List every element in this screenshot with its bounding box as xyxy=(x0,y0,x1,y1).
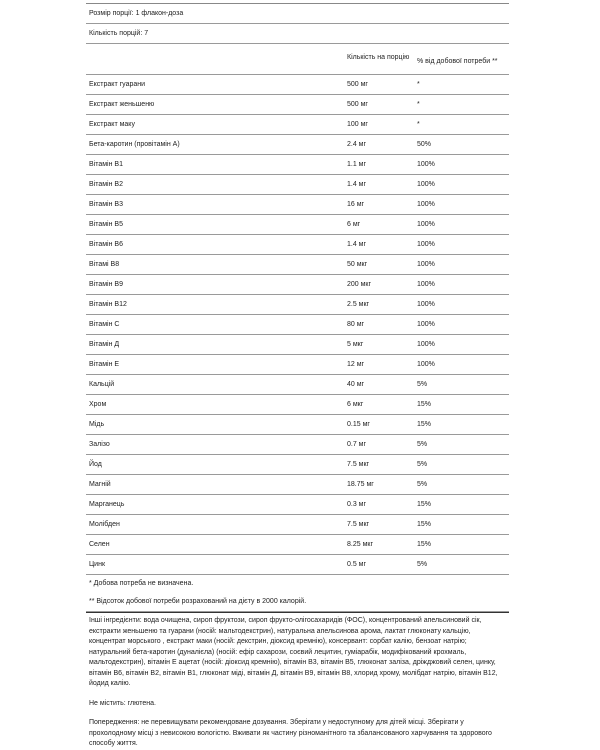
table-row xyxy=(86,215,509,235)
nutrient-amount: 2.4 мг xyxy=(347,141,367,148)
nutrient-name: Йод xyxy=(89,461,102,468)
ingredients-text: Інші інгредієнти: вода очищена, сироп фруктози, сироп фруктo-олігосахаридів (ФОС), концентрований апельсиновий сік, екстракти женьшеню та гуарани (носій: мальтодекстрин), натуральна апельсинова арома, лактат глюконату кальцію, концентрат морського , екстракт маки (носій: декстрин, діоксид кремнію), консервант: сорбат калію, бензоат натрію; натуральний бета-каротин (дуналієла) (носій: ефір сахарози, соєвий лецитин, гуміарабік, модифікований крохмаль, мальтодекстрин), вітамін Е ацетат (носій: діоксид кремнію), вітамін В3, вітамін В5, глюконат заліза, дріжджовий селен, цинку, вітамін В6, вітамін В2, вітамін В1, глюконат міді, вітамін Д, вітамін В9, вітамін В8, хлорид хрому, молібдат натрію, вітамін В12, йодид калію. xyxy=(89,617,498,687)
nutrient-name: Екстракт женьшеню xyxy=(89,101,155,108)
table-row xyxy=(86,275,509,295)
nutrient-dv: 100% xyxy=(417,281,435,288)
nutrient-amount: 1.4 мг xyxy=(347,181,367,188)
nutrient-name: Мідь xyxy=(89,421,105,428)
table-row xyxy=(86,475,509,495)
table-row xyxy=(86,235,509,255)
nutrient-name: Хром xyxy=(89,401,107,408)
nutrient-name: Вітамін В3 xyxy=(89,201,123,208)
nutrient-amount: 1.4 мг xyxy=(347,241,367,248)
nutrient-name: Марганець xyxy=(89,501,125,508)
nutrient-amount: 16 мг xyxy=(347,201,365,208)
nutrient-name: Магній xyxy=(89,481,111,488)
table-header xyxy=(86,44,509,75)
table-row xyxy=(86,255,509,275)
nutrient-name: Вітамін В9 xyxy=(89,281,123,288)
nutrient-amount: 0.3 мг xyxy=(347,501,367,508)
table-row xyxy=(86,395,509,415)
nutrient-dv: 5% xyxy=(417,461,428,468)
table-row xyxy=(86,75,509,95)
nutrient-name: Селен xyxy=(89,541,110,548)
nutrient-dv: 100% xyxy=(417,321,435,328)
nutrient-name: Цинк xyxy=(89,561,106,568)
nutrient-amount: 0.15 мг xyxy=(347,421,370,428)
nutrient-amount: 1.1 мг xyxy=(347,161,367,168)
nutrient-dv: * xyxy=(417,101,420,108)
nutrient-name: Вітамін Е xyxy=(89,361,120,368)
table-row xyxy=(86,295,509,315)
nutrient-dv: 5% xyxy=(417,561,428,568)
nutrient-dv: 15% xyxy=(417,421,432,428)
table-row xyxy=(86,115,509,135)
nutrient-name: Кальцій xyxy=(89,381,115,388)
nutrient-name: Вітамін В5 xyxy=(89,221,123,228)
nutrient-name: Вітамі В8 xyxy=(89,261,120,268)
nutrient-amount: 0.7 мг xyxy=(347,441,367,448)
nutrient-dv: 100% xyxy=(417,161,435,168)
nutrient-amount: 50 мкг xyxy=(347,261,368,268)
nutrient-name: Вітамін С xyxy=(89,321,120,328)
nutrient-name: Вітамін В6 xyxy=(89,241,123,248)
nutrient-amount: 0.5 мг xyxy=(347,561,367,568)
nutrient-amount: 100 мг xyxy=(347,121,368,128)
nutrient-name: Вітамін В1 xyxy=(89,161,123,168)
nutrient-name: Екстракт гуарани xyxy=(89,81,146,88)
nutrient-dv: 100% xyxy=(417,261,435,268)
table-row xyxy=(86,175,509,195)
nutrient-dv: * xyxy=(417,81,420,88)
nutrient-amount: 8.25 мкг xyxy=(347,541,373,548)
table-row xyxy=(86,415,509,435)
nutrient-amount: 500 мг xyxy=(347,101,368,108)
table-row xyxy=(86,455,509,475)
table-row xyxy=(86,195,509,215)
nutrient-dv: 100% xyxy=(417,301,435,308)
nutrient-amount: 7.5 мкг xyxy=(347,521,370,528)
footnote-star: * Добова потреба не визначена. xyxy=(89,580,194,587)
nutrient-amount: 18.75 мг xyxy=(347,481,374,488)
nutrient-amount: 80 мг xyxy=(347,321,365,328)
nutrient-name: Вітамін Д xyxy=(89,341,120,348)
footnote-double-star: ** Відсоток добової потреби розрахований на дієту в 2000 калорій. xyxy=(86,593,509,612)
col-amount-header: Кількість на порцію xyxy=(347,54,410,61)
nutrient-dv: 5% xyxy=(417,481,428,488)
table-row xyxy=(86,555,509,575)
nutrient-dv: 15% xyxy=(417,501,432,508)
nutrient-amount: 12 мг xyxy=(347,361,365,368)
nutrient-amount: 6 мкг xyxy=(347,401,364,408)
nutrient-amount: 7.5 мкг xyxy=(347,461,370,468)
nutrient-dv: 15% xyxy=(417,401,432,408)
table-row xyxy=(86,95,509,115)
supplement-facts-panel xyxy=(86,0,509,750)
table-row xyxy=(86,155,509,175)
nutrient-amount: 40 мг xyxy=(347,381,365,388)
warning-text: Попередження: не перевищувати рекомендоване дозування. Зберігати у недоступному для дітей місці. Зберігати у прохолодному місці з невисокою вологістю. Вживати як частину різноманітного та збалансованого харчування та здорового способу життя. xyxy=(89,719,492,747)
nutrient-dv: 50% xyxy=(417,141,432,148)
nutrient-amount: 2.5 мкг xyxy=(347,301,370,308)
serving-size: Розмір порції: 1 флакон-доза xyxy=(86,4,509,24)
nutrient-name: Залізо xyxy=(89,441,110,448)
nutrient-dv: 100% xyxy=(417,181,435,188)
table-row xyxy=(86,435,509,455)
nutrient-dv: 15% xyxy=(417,541,432,548)
nutrient-dv: 100% xyxy=(417,241,435,248)
nutrient-amount: 5 мкг xyxy=(347,341,364,348)
nutrient-dv: 100% xyxy=(417,221,435,228)
nutrient-name: Екстракт маку xyxy=(89,121,135,128)
col-dv-header: % від добової потреби ** xyxy=(417,58,498,65)
nutrient-amount: 6 мг xyxy=(347,221,361,228)
nutrient-dv: 100% xyxy=(417,361,435,368)
servings-count: Кількість порцій: 7 xyxy=(86,24,509,44)
nutrient-dv: 100% xyxy=(417,341,435,348)
nutrient-dv: * xyxy=(417,121,420,128)
nutrient-dv: 5% xyxy=(417,381,428,388)
nutrient-dv: 5% xyxy=(417,441,428,448)
gluten-note: Не містить: глютена. xyxy=(89,699,156,707)
nutrient-table xyxy=(86,75,509,575)
nutrient-amount: 500 мг xyxy=(347,81,368,88)
nutrient-name: Бета-каротин (провітамін А) xyxy=(89,141,180,148)
table-row xyxy=(86,495,509,515)
nutrient-name: Вітамін В2 xyxy=(89,181,123,188)
table-row xyxy=(86,535,509,555)
nutrient-dv: 100% xyxy=(417,201,435,208)
nutrient-amount: 200 мкг xyxy=(347,281,372,288)
nutrient-name: Молібден xyxy=(89,521,120,528)
table-row xyxy=(86,135,509,155)
table-row xyxy=(86,515,509,535)
nutrient-dv: 15% xyxy=(417,521,432,528)
table-row xyxy=(86,375,509,395)
table-row xyxy=(86,355,509,375)
nutrient-name: Вітамін В12 xyxy=(89,301,127,308)
table-row xyxy=(86,335,509,355)
table-row xyxy=(86,315,509,335)
